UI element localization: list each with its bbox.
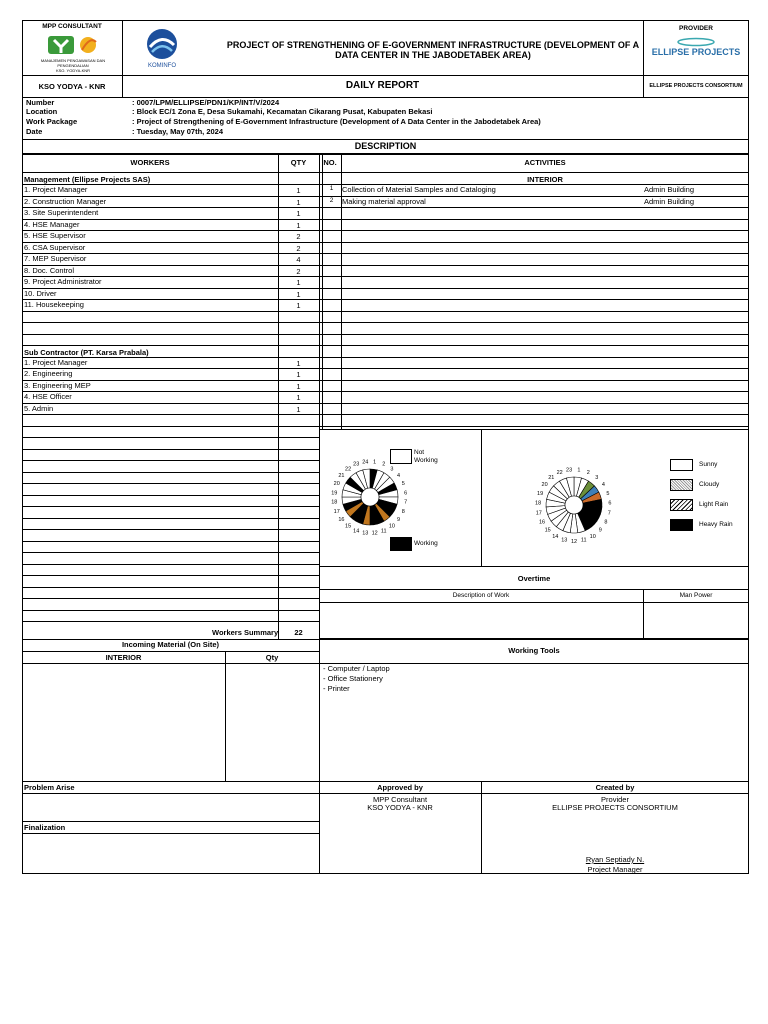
subcontractor-worker-qty: 1: [296, 405, 301, 414]
wheel-hour-label: 2: [586, 469, 590, 476]
wheel-hour-label: 12: [570, 539, 578, 545]
kominfo-label: KOMINFO: [148, 63, 176, 69]
approved-by-title: Approved by: [377, 783, 423, 792]
created-by-line1: Provider: [601, 795, 629, 804]
wheel-hour-label: 23: [566, 467, 573, 474]
col-activities: ACTIVITIES: [524, 158, 566, 167]
working-tool-item: - Computer / Laptop: [323, 664, 390, 673]
wheel-hour-label: 5: [401, 481, 405, 488]
ellipse-logo-mark: [676, 37, 716, 47]
management-worker-qty: 1: [296, 186, 301, 195]
info-location-label: Location: [26, 107, 58, 116]
provider-logo: ELLIPSE PROJECTS: [651, 47, 741, 57]
wheel-hour-label: 20: [333, 481, 340, 488]
kominfo-logo: [140, 27, 184, 65]
management-worker-qty: 2: [296, 244, 301, 253]
col-no: NO.: [323, 158, 337, 167]
legend-not-working-label: Not Working: [414, 449, 438, 464]
management-worker-qty: 1: [296, 209, 301, 218]
created-by-title: Created by: [595, 783, 635, 792]
management-worker-name: 9. Project Administrator: [24, 277, 102, 286]
wheel-hour-label: 24: [362, 459, 369, 466]
legend-not-working-swatch: [390, 449, 412, 464]
wheel-hour-label: 9: [397, 516, 401, 523]
signer-name: Ryan Septiady N.: [585, 855, 645, 864]
management-title: Management (Ellipse Projects SAS): [24, 175, 151, 184]
subcontractor-worker-name: 3. Engineering MEP: [24, 381, 91, 390]
weather-legend-label: Cloudy: [699, 481, 720, 488]
report-title: DAILY REPORT: [345, 80, 420, 91]
wheel-hour-label: 19: [331, 490, 338, 497]
weather-legend-swatch-lightrain: [670, 499, 693, 511]
activity-text: Collection of Material Samples and Cataloging: [342, 185, 496, 194]
subcontractor-title: Sub Contractor (PT. Karsa Prabala): [24, 348, 149, 357]
provider-label: PROVIDER: [679, 25, 713, 32]
main-table: [22, 154, 749, 640]
wheel-hour-label: 9: [598, 527, 602, 534]
weather-legend-swatch-sunny: [670, 459, 693, 471]
wheel-hour-label: 3: [390, 466, 394, 473]
info-workpackage-value: : Project of Strengthening of E-Government Infrastructure (Development of A Data Center in the Jabodetabek Area): [132, 117, 541, 126]
info-workpackage-label: Work Package: [26, 117, 78, 126]
activity-number: 1: [329, 185, 334, 192]
wheel-hour-label: 17: [535, 510, 542, 517]
wheel-hour-label: 6: [608, 500, 612, 507]
wheel-hour-label: 16: [338, 516, 345, 523]
management-worker-qty: 1: [296, 278, 301, 287]
subcontractor-worker-name: 4. HSE Officer: [24, 392, 72, 401]
wheel-hour-label: 12: [371, 530, 378, 537]
consultant-label: MPP CONSULTANT: [42, 23, 102, 30]
working-tool-item: - Office Stationery: [323, 674, 383, 683]
wheel-hour-label: 21: [548, 475, 555, 482]
wheel-hour-label: 11: [580, 537, 587, 544]
management-worker-qty: 2: [296, 267, 301, 276]
wheel-hour-label: 7: [404, 499, 408, 506]
workers-summary-label: Workers Summary: [212, 628, 279, 637]
weather-wheel: [532, 463, 616, 547]
wheel-hour-label: 21: [338, 473, 345, 480]
wheel-hour-label: 8: [401, 508, 405, 515]
management-worker-qty: 1: [296, 290, 301, 299]
weather-legend-label: Light Rain: [699, 501, 729, 508]
weather-legend-label: Sunny: [699, 461, 718, 468]
wheel-hour-label: 16: [538, 519, 546, 526]
management-worker-qty: 1: [296, 221, 301, 230]
wheel-hour-label: 14: [552, 533, 559, 540]
wheel-hour-label: 22: [345, 466, 352, 473]
overtime-manpower-col: Man Power: [679, 592, 713, 599]
created-by-line2: ELLIPSE PROJECTS CONSORTIUM: [552, 803, 678, 812]
wheel-hour-label: 17: [333, 508, 340, 515]
activity-location: Admin Building: [644, 197, 695, 206]
description-title: DESCRIPTION: [354, 141, 417, 151]
wheel-hour-label: 10: [388, 523, 395, 530]
workers-summary-value: 22: [294, 628, 303, 637]
wheel-hour-label: 2: [382, 461, 386, 468]
management-worker-name: 1. Project Manager: [24, 185, 88, 194]
consultant-logo-sub: KSO. YODYA-KNR: [55, 68, 91, 73]
management-worker-qty: 2: [296, 232, 301, 241]
project-title: PROJECT OF STRENGTHENING OF E-GOVERNMENT INFRASTRUCTURE (DEVELOPMENT OF A DATA CENTER IN THE JABODETABEK AREA): [226, 40, 640, 60]
management-worker-name: 2. Construction Manager: [24, 197, 107, 206]
overtime-title: Overtime: [517, 574, 551, 583]
management-worker-name: 5. HSE Supervisor: [24, 231, 86, 240]
working-tools-title: Working Tools: [508, 646, 560, 655]
consortium-name: ELLIPSE PROJECTS CONSORTIUM: [649, 83, 743, 89]
wheel-hour-label: 1: [373, 459, 377, 466]
info-number-value: : 0007/LPM/ELLIPSE/PDN1/KP/INT/V/2024: [132, 98, 280, 107]
subcontractor-worker-qty: 1: [296, 359, 301, 368]
weather-legend-swatch-cloudy: [670, 479, 693, 491]
activity-text: Making material approval: [342, 197, 426, 206]
approved-by-line2: KSO YODYA - KNR: [367, 803, 433, 812]
management-worker-qty: 4: [296, 255, 301, 264]
wheel-hour-label: 6: [404, 490, 408, 497]
kso-name: KSO YODYA - KNR: [38, 82, 106, 91]
wheel-hour-label: 23: [353, 461, 360, 468]
activity-location: Admin Building: [644, 185, 695, 194]
wheel-hour-label: 10: [589, 533, 596, 540]
info-date-label: Date: [26, 127, 43, 136]
wheel-hour-label: 1: [577, 467, 581, 474]
wheel-hour-label: 3: [595, 475, 599, 482]
subcontractor-worker-name: 5. Admin: [24, 404, 54, 413]
wheel-hour-label: 11: [380, 528, 387, 535]
incoming-qty-col: Qty: [265, 653, 279, 662]
wheel-hour-label: 7: [607, 510, 611, 517]
management-worker-name: 7. MEP Supervisor: [24, 254, 87, 263]
weather-legend-label: Heavy Rain: [699, 521, 733, 528]
wheel-hour-label: 4: [397, 473, 401, 480]
col-workers: WORKERS: [130, 158, 170, 167]
finalization-label: Finalization: [24, 823, 66, 832]
wheel-hour-label: 13: [561, 537, 568, 544]
problem-arise-label: Problem Arise: [24, 783, 75, 792]
management-worker-name: 3. Site Superintendent: [24, 208, 99, 217]
info-location-value: : Block EC/1 Zona E, Desa Sukamahi, Kecamatan Cikarang Pusat, Kabupaten Bekasi: [132, 107, 433, 116]
consultant-logo: [46, 34, 110, 58]
wheel-hour-label: 20: [541, 482, 548, 489]
wheel-hour-label: 13: [362, 530, 369, 537]
subcontractor-worker-name: 2. Engineering: [24, 369, 73, 378]
wheel-hour-label: 22: [556, 469, 563, 476]
wheel-hour-label: 18: [535, 500, 542, 507]
management-worker-qty: 1: [296, 301, 301, 310]
management-worker-name: 11. Housekeeping: [24, 300, 84, 309]
interior-label: INTERIOR: [527, 175, 563, 184]
legend-working-swatch: [390, 537, 412, 551]
working-tool-item: - Printer: [323, 684, 350, 693]
wheel-hour-label: 15: [345, 523, 352, 530]
weather-legend-swatch-heavyrain: [670, 519, 693, 531]
management-worker-name: 10. Driver: [24, 289, 57, 298]
info-date-value: : Tuesday, May 07th, 2024: [132, 127, 224, 136]
wheel-hour-label: 15: [544, 527, 551, 534]
approved-by-line1: MPP Consultant: [372, 795, 428, 804]
subcontractor-worker-qty: 1: [296, 370, 301, 379]
wheel-hour-label: 4: [601, 482, 605, 489]
management-worker-name: 4. HSE Manager: [24, 220, 80, 229]
info-number-label: Number: [26, 98, 55, 107]
wheel-hour-label: 14: [353, 528, 360, 535]
col-qty: QTY: [290, 158, 307, 167]
incoming-title: Incoming Material (On Site): [121, 640, 220, 649]
management-worker-qty: 1: [296, 198, 301, 207]
subcontractor-worker-qty: 1: [296, 393, 301, 402]
signer-role: Project Manager: [587, 865, 643, 874]
activity-number: 2: [329, 197, 334, 204]
consultant-logo-caption: MANAJEMEN PENGAWASAN DAN PENGENDALIAN: [40, 58, 106, 68]
wheel-hour-label: 19: [537, 490, 544, 497]
legend-working-label: Working: [414, 540, 438, 547]
wheel-hour-label: 5: [606, 490, 610, 497]
wheel-hour-label: 8: [604, 519, 608, 526]
management-worker-name: 8. Doc. Control: [24, 266, 75, 275]
overtime-description-col: Description of Work: [452, 592, 510, 599]
management-worker-name: 6. CSA Supervisor: [24, 243, 86, 252]
wheel-hour-label: 18: [331, 499, 338, 506]
subcontractor-worker-qty: 1: [296, 382, 301, 391]
work-hours-wheel: [328, 455, 412, 539]
incoming-interior-col: INTERIOR: [105, 653, 142, 662]
subcontractor-worker-name: 1. Project Manager: [24, 358, 88, 367]
